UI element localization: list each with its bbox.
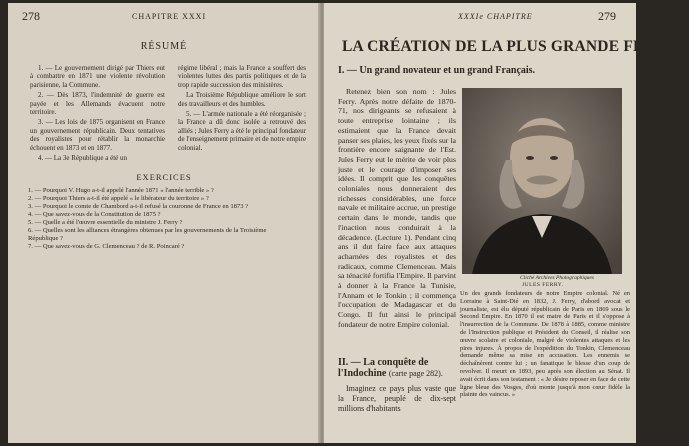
portrait-image — [462, 88, 622, 274]
open-book — [8, 3, 689, 443]
summary-item: régime libéral ; mais la France a souffert des violentes luttes des partis politiques et de la trop rapide succession des ministères. — [178, 64, 306, 89]
summary-item: La Troisième République améliore le sort des travailleurs et des humbles. — [178, 91, 306, 108]
summary-item: 1. — Le gouvernement dirigé par Thiers eut à combattre en 1871 une violente révolution parisienne, la Commune. — [30, 64, 165, 89]
exercise-item: 6. — Quelles sont les alliances étrangères obtenues par les gouvernements de la Troisième République ? — [28, 227, 267, 242]
summary-item: 2. — Dès 1873, l'indemnité de guerre est payée et les Allemands évacuent notre territoire. — [30, 91, 165, 117]
section-1-title: I. — Un grand novateur et un grand Français. — [338, 65, 536, 76]
jules-ferry-portrait — [462, 88, 622, 274]
section-2-text — [338, 384, 456, 416]
chapter-title: LA CRÉATION DE LA PLUS GRANDE FRANCE — [342, 38, 689, 55]
exercises-title: EXERCICES — [136, 172, 192, 182]
summary-title: RÉSUMÉ — [140, 41, 188, 52]
summary-item: 5. — L'armée nationale a été réorganisée ; la France a dû donc isolée a retrouvé des alliés ; Jules Ferry a été le principal fondateur de l'enseignement primaire et de notre empire colonial. — [178, 110, 306, 152]
biography-paragraph: Un des grands fondateurs de notre Empire colonial. Né en Lorraine à Saint-Dié en 1832, J. Ferry, d'abord avocat et journaliste, est élu député républicain de Paris en 1869 sous le Second Empire. En 1870 il est maire de Paris et il s'oppose à l'insurrection de la Commune. De 1878 à 1885, comme ministre de l'Instruction publique et Président du Conseil, il réalise son œuvre scolaire et coloniale, malgré de violentes attaques et les pires injures. À propos de l'expédition du Tonkin, Clemenceau demande même sa mise en accusation. Les ennemis se déchaînèrent contre lui ; un fanatique le blesse d'un coup de revolver. Il meurt en 1893, peu après son élection au Sénat. Il avait écrit dans son testament : « Je désire reposer en face de cette ligne bleue des Vosges, d'où monte jusqu'à mon cœur fidèle la plainte des vaincus. » — [460, 290, 630, 399]
section-2-title — [338, 357, 458, 379]
section-2-paragraph: Imaginez ce pays plus vaste que la France, peuplé de dix-sept millions d'habitants — [338, 384, 456, 413]
right-page — [324, 3, 689, 443]
exercises-list — [28, 187, 298, 251]
summary-column-1 — [30, 64, 165, 164]
section-1-text — [338, 87, 456, 355]
biography-text — [460, 290, 630, 442]
photo-caption: JULES FERRY. — [522, 282, 564, 288]
section-1-paragraph: Retenez bien son nom : Jules Ferry. Après notre défaite de 1870-71, nos dirigeants se refusaient à toute entreprise lointaine ; ils estimaient que la France devait panser ses plaies, les yeux fixés sur la frontière encore saignante de l'Est. Jules Ferry eut le mérite de voir plus juste et le courage d'imposer ses idées. Il comprit que les conquêtes coloniales nous donneraient des richesses considérables, une force navale et militaire accrue, un prestige certain dans le monde, tandis que l'inaction nous conduirait à la décadence. (Lecture 1). Pendant cinq ans il dut faire face aux attaques acharnées des royalistes et des radicaux, comme Clemenceau. Mais sa ténacité fortifia l'Empire. Il parvint à donner à la France la Tunisie, l'Annam et le Tonkin ; il commença l'occupation de Madagascar et du Congo. Il fut ainsi le principal fondateur de notre Empire colonial. — [338, 87, 456, 329]
exercise-item: 4. — Que savez-vous de la Constitution de 1875 ? — [28, 211, 161, 218]
exercise-item: 1. — Pourquoi V. Hugo a-t-il appelé l'année 1871 « l'année terrible » ? — [28, 187, 214, 194]
summary-item: 4. — La 3e République a été un — [38, 154, 128, 163]
exercise-item: 5. — Quelle a été l'œuvre essentielle du ministre J. Ferry ? — [28, 219, 183, 226]
page-number-right: 279 — [598, 9, 616, 23]
section-2-heading: II. — La conquête de l'Indochine — [338, 357, 429, 379]
summary-column-2 — [178, 64, 306, 154]
section-2-map-reference: (carte page 282). — [388, 369, 443, 378]
running-head-left: CHAPITRE XXXI — [132, 12, 207, 21]
left-page — [8, 3, 320, 443]
summary-item: 3. — Les lois de 1875 organisent en France un gouvernement républicain. Deux tentatives des royalistes pour rétablir la monarchie échouent en 1873 et en 1877. — [30, 118, 165, 152]
running-head-right: XXXIe CHAPITRE — [458, 12, 533, 21]
page-number-left: 278 — [22, 9, 40, 23]
exercise-item: 7. — Que savez-vous de G. Clemenceau ? de R. Poincaré ? — [28, 243, 185, 250]
photo-credit: Cliché Archives Photographiques — [520, 275, 594, 281]
exercise-item: 2. — Pourquoi Thiers a-t-il été appelé « le libérateur du territoire » ? — [28, 195, 209, 202]
exercise-item: 3. — Pourquoi le comte de Chambord a-t-il refusé la couronne de France en 1873 ? — [28, 203, 249, 210]
